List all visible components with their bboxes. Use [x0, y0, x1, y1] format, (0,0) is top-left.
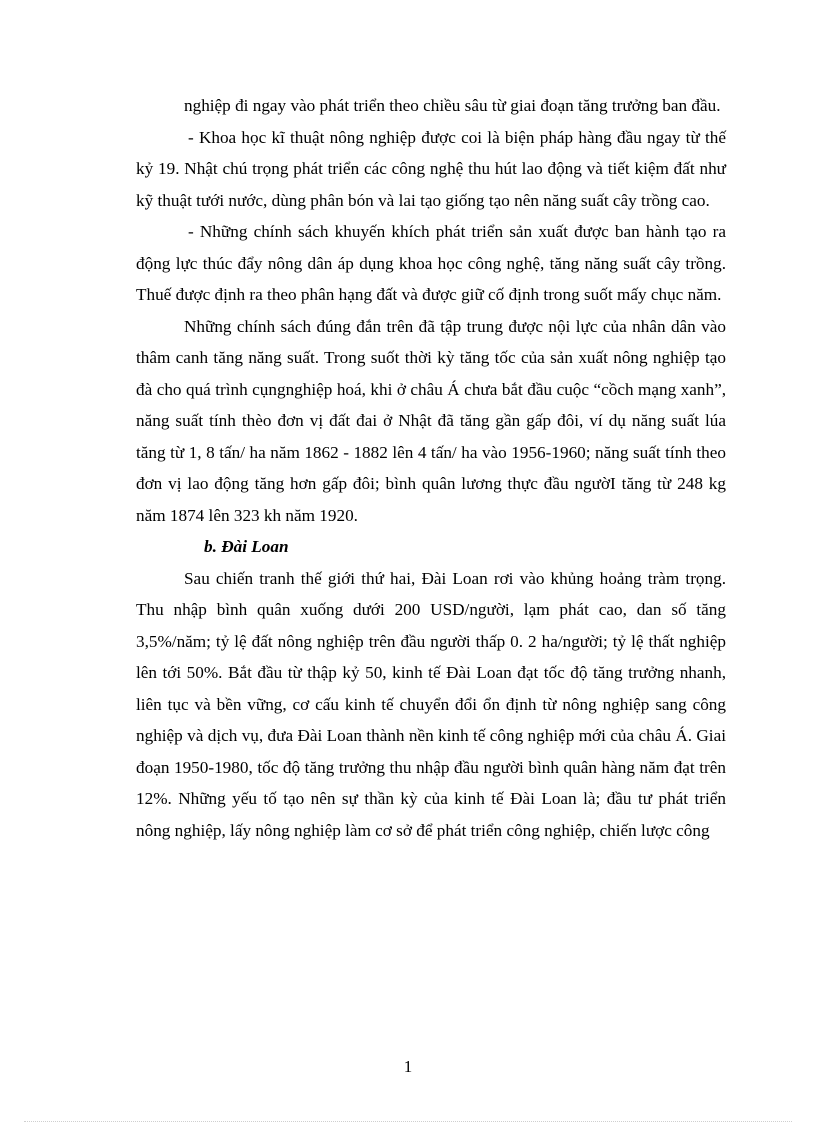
section-heading-taiwan: b. Đài Loan	[204, 537, 289, 556]
paragraph-policy-incentives: - Những chính sách khuyến khích phát triển sản xuất được ban hành tạo ra động lực thúc đẩy nông dân áp dụng khoa học công nghệ, tăng năng suất cây trồng. Thuế được định ra theo phân hạng đất và được giữ cố định trong suốt mấy chục năm.	[136, 222, 726, 304]
footer-divider	[24, 1121, 792, 1122]
paragraph-continuation: nghiệp đi ngay vào phát triển theo chiều sâu từ giai đoạn tăng trưởng ban đầu.	[184, 96, 721, 115]
paragraph-taiwan: Sau chiến tranh thế giới thứ hai, Đài Loan rơi vào khủng hoảng tràm trọng. Thu nhập bình quân xuống dưới 200 USD/người, lạm phát cao, dan số tăng 3,5%/năm; tỷ lệ đất nông nghiệp trên đầu người thấp 0. 2 ha/người; tỷ lệ thất nghiệp lên tới 50%. Bắt đầu từ thập kỷ 50, kinh tế Đài Loan đạt tốc độ tăng trưởng nhanh, liên tục và bền vững, cơ cấu kinh tế chuyển đổi ổn định từ nông nghiệp sang công nghiệp và dịch vụ, đưa Đài Loan thành nền kinh tế công nghiệp mới của châu Á. Giai đoạn 1950-1980, tốc độ tăng trưởng thu nhập đầu người bình quân hàng năm đạt trên 12%. Những yếu tố tạo nên sự thần kỳ của kinh tế Đài Loan là; đầu tư phát triển nông nghiệp, lấy nông nghiệp làm cơ sở để phát triển công nghiệp, chiến lược công	[136, 568, 726, 840]
paragraph-science-technology: - Khoa học kĩ thuật nông nghiệp được coi là biện pháp hàng đầu ngay từ thế kỷ 19. Nhật chú trọng phát triển các công nghệ thu hút lao động và tiết kiệm đất như kỹ thuật tưới nước, dùng phân bón và lai tạo giống tạo nên năng suất cây trồng cao.	[136, 127, 726, 210]
page-number: 1	[403, 1057, 413, 1076]
document-body	[136, 90, 726, 846]
paragraph-results: Những chính sách đúng đắn trên đã tập trung được nội lực của nhân dân vào thâm canh tăng năng suất. Trong suốt thời kỳ tăng tốc của sản xuất nông nghiệp tạo đà cho quá trình cụngnghiệp hoá, khi ở châu Á chưa bắt đầu cuộc “cồch mạng xanh”, năng suất tính thèo đơn vị đất đai ở Nhật đã tăng gần gấp đôi, ví dụ năng suất lúa tăng từ 1, 8 tấn/ ha năm 1862 - 1882 lên 4 tấn/ ha vào 1956-1960; năng suất tính theo đơn vị lao động tăng hơn gấp đôi; bình quân lương thực đầu ngườI tăng từ 248 kg năm 1874 lên 323 kh năm 1920.	[136, 316, 726, 525]
